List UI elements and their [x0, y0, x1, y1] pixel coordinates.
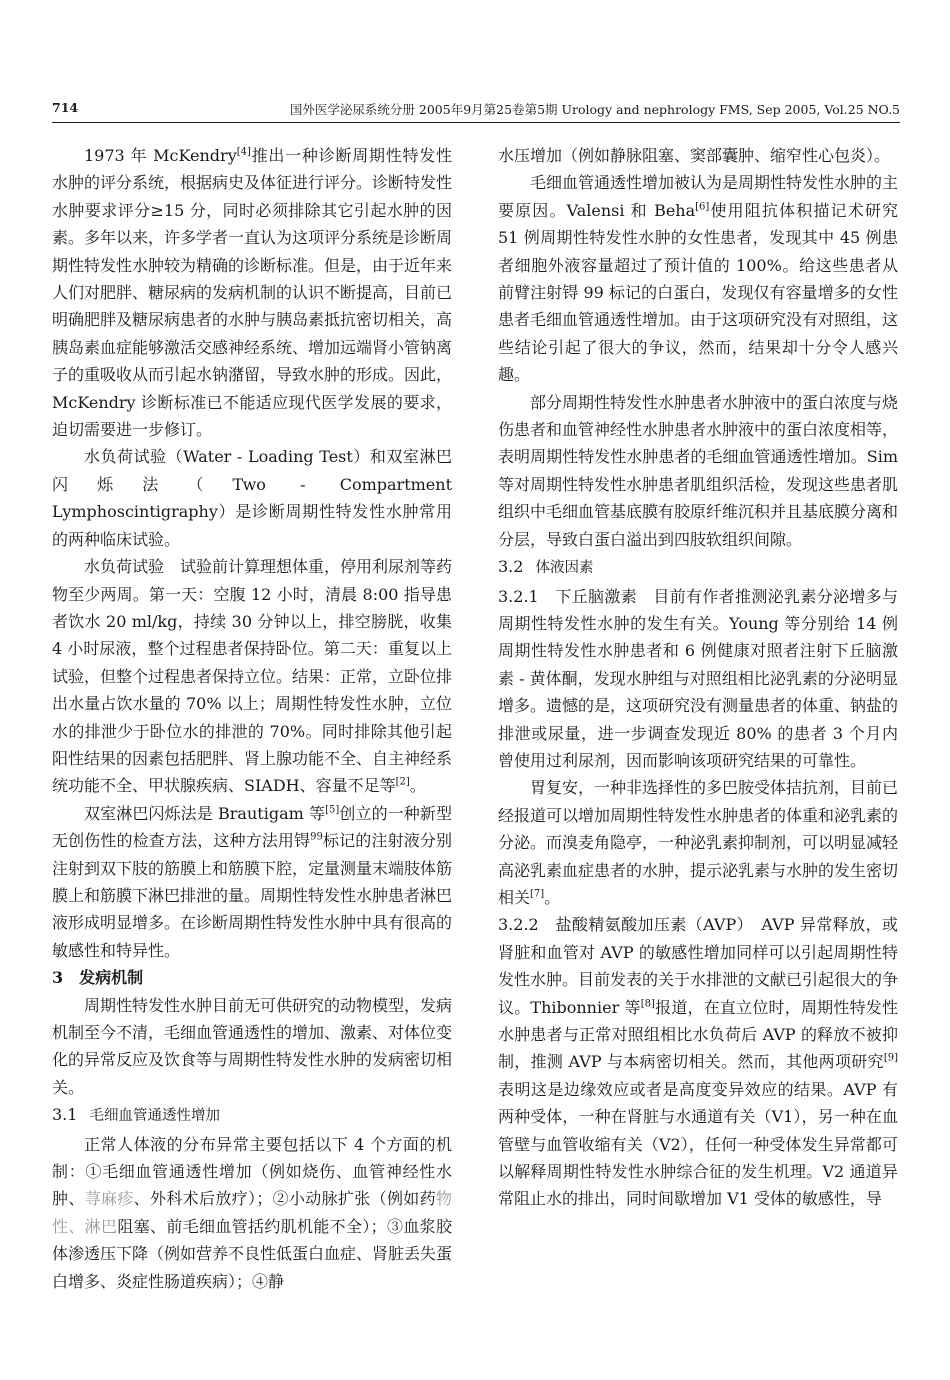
journal-citation: 国外医学泌尿系统分册 2005年9月第25卷第5期 Urology and nephrology FMS, Sep 2005, Vol.25 NO.5 [289, 102, 900, 117]
subsection-heading-3-2: 3.2 体液因素 [498, 557, 594, 577]
running-header [52, 96, 900, 123]
paragraph-continuation: 水压增加（例如静脉阻塞、窦部囊肿、缩窄性心包炎）。 [498, 146, 891, 165]
isotope-superscript: 99 [310, 831, 323, 843]
right-column [498, 142, 898, 1213]
paragraph-metoclopramide: 胃复安，一种非选择性的多巴胺受体拮抗剂，目前已经报道可以增加周期性特发性水肿患者的体重和泌乳素的分泌。而溴麦角隐亭，一种泌乳素抑制剂，可以明显减轻高泌乳素血症患者的水肿，提示泌乳素与水肿的发生密切相关[7]。 [498, 778, 899, 907]
paragraph-avp: 3.2.2 盐酸精氨酸加压素（AVP） AVP 异常释放，或肾脏和血管对 AVP 的敏感性增加同样可以引起周期性特发性水肿。目前发表的关于水排泄的文献已引起很大的争议。Thibonnier 等[8]报道，在直立位时，周期性特发性水肿患者与正常对照组相比水负荷后 AVP 的释放不被抑制，推测 AVP 与本病密切相关。然而，其他两项研究[9]表明这是边缘效应或者是高度变异效应的结果。AVP 有两种受体，一种在肾脏与水通道有关（V1），另一种在血管壁与血管收缩有关（V2），任何一种受体发生异常都可以解释周期性特发性水肿综合征的发生机理。V2 通道异常阻止水的排出，同时间歇增加 V1 受体的敏感性，导 [498, 915, 899, 1209]
left-column [52, 142, 452, 1295]
paragraph-water-loading: 水负荷试验 试验前计算理想体重，停用利尿剂等药物至少两周。第一天：空腹 12 小时，清晨 8:00 指导患者饮水 20 ml/kg，持续 30 分钟以上，排空膀胱，收集 4 小时尿液，整个过程患者保持卧位。第二天：重复以上试验，但整个过程患者保持立位。结果：正常，立卧位排出水量占饮水量的 70% 以上；周期性特发性水肿，立位水的排泄少于卧位水的排泄的 70%。同时排除其他引起阳性结果的因素包括肥胖、肾上腺功能不全、自主神经系统功能不全、甲状腺疾病、SIADH、容量不足等[2]。 [52, 557, 453, 796]
page-number: 714 [52, 100, 79, 115]
paragraph-tests-intro: 水负荷试验（Water - Loading Test）和双室淋巴闪烁法（Two - Compartment Lymphoscintigraphy）是诊断周期性特发性水肿常用的两种临床试验。 [52, 447, 452, 549]
paragraph-lymphoscintigraphy: 双室淋巴闪烁法是 Brautigam 等[5]创立的一种新型无创伤性的检查方法，这种方法用锝$^{99}$标记的注射液分别注射到双下肢的筋膜上和筋膜下腔，定量测量末端肢体筋膜上和筋膜下淋巴排泄的量。周期性特发性水肿患者淋巴液形成明显增多。在诊断周期性特发性水肿中具有很高的敏感性和特异性。 [52, 803, 453, 960]
reference-4: [4] [236, 146, 251, 158]
reference-6: [6] [695, 201, 710, 213]
paragraph-capillary-permeability: 毛细血管通透性增加被认为是周期性特发性水肿的主要原因。Valensi 和 Beha[6]使用阻抗体积描记术研究 51 例周期性特发性水肿的女性患者，发现其中 45 例患者细胞外液容量超过了预计值的 100%。给这些患者从前臂注射锝 99 标记的白蛋白，发现仅有容量增多的女性患者毛细血管通透性增加。由于这项研究没有对照组，这些结论引起了很大的争议，然而，结果却十分令人感兴趣。 [498, 173, 899, 385]
paragraph-mckendry: 1973 年 McKendry[4]推出一种诊断周期性特发性水肿的评分系统，根据病史及体征进行评分。诊断特发性水肿要求评分≥15 分，同时必须排除其它引起水肿的因素。多年以来，许多学者一直认为这项评分系统是诊断周期性特发性水肿较为精确的诊断标准。但是，由于近年来人们对肥胖、糖尿病的发病机制的认识不断提高，目前已明确肥胖及糖尿病患者的水肿与胰岛素抵抗密切相关，高胰岛素血症能够激活交感神经系统、增加远端肾小管钠离子的重吸收从而引起水钠潴留，导致水肿的形成。因此，McKendry 诊断标准已不能适应现代医学发展的要求，迫切需要进一步修订。 [52, 146, 453, 440]
paragraph-hypothalamic-hormone: 3.2.1 下丘脑激素 目前有作者推测泌乳素分泌增多与周期性特发性水肿的发生有关。Young 等分别给 14 例周期性特发性水肿患者和 6 例健康对照者注射下丘脑激素 - 黄体酮，发现水肿组与对照组相比泌乳素的分泌明显增多。遗憾的是，这项研究没有测量患者的体重、钠盐的排泄或尿量，进一步调查发现近 80% 的患者 3 个月内曾使用过利尿剂，因而影响该项研究结果的可靠性。 [498, 586, 899, 770]
reference-5: [5] [325, 804, 340, 816]
subsection-heading-3-1: 3.1 毛细血管通透性增加 [52, 1105, 220, 1125]
paragraph-protein-concentration: 部分周期性特发性水肿患者水肿液中的蛋白浓度与烧伤患者和血管神经性水肿患者水肿液中的蛋白浓度相等，表明周期性特发性水肿患者的毛细血管通透性增加。Sim 等对周期性特发性水肿患者肌组织活检，发现这些患者肌组织中毛细血管基底膜有胶原纤维沉积并且基底膜分离和分层，导致白蛋白溢出到四肢软组织间隙。 [498, 392, 899, 549]
reference-8: [8] [640, 998, 655, 1010]
reference-9: [9] [883, 1053, 898, 1065]
reference-7: [7] [530, 888, 545, 900]
paragraph-pathogenesis: 周期性特发性水肿目前无可供研究的动物模型，发病机制至今不清，毛细血管通透性的增加、激素、对体位变化的异常反应及饮食等与周期性特发性水肿的发病密切相关。 [52, 995, 453, 1097]
reference-2: [2] [395, 777, 410, 789]
paragraph-fluid-distribution: 正常人体液的分布异常主要包括以下 4 个方面的机制：①毛细血管通透性增加（例如烧伤、血管神经性水肿、荨麻疹、外科术后放疗）；②小动脉扩张（例如药物性、淋巴阻塞、前毛细血管括约肌机能不全）；③血浆胶体渗透压下降（例如营养不良性低蛋白血症、肾脏丢失蛋白增多、炎症性肠道疾病）；④静 [52, 1134, 453, 1291]
section-heading-3: 3 发病机制 [52, 968, 144, 988]
